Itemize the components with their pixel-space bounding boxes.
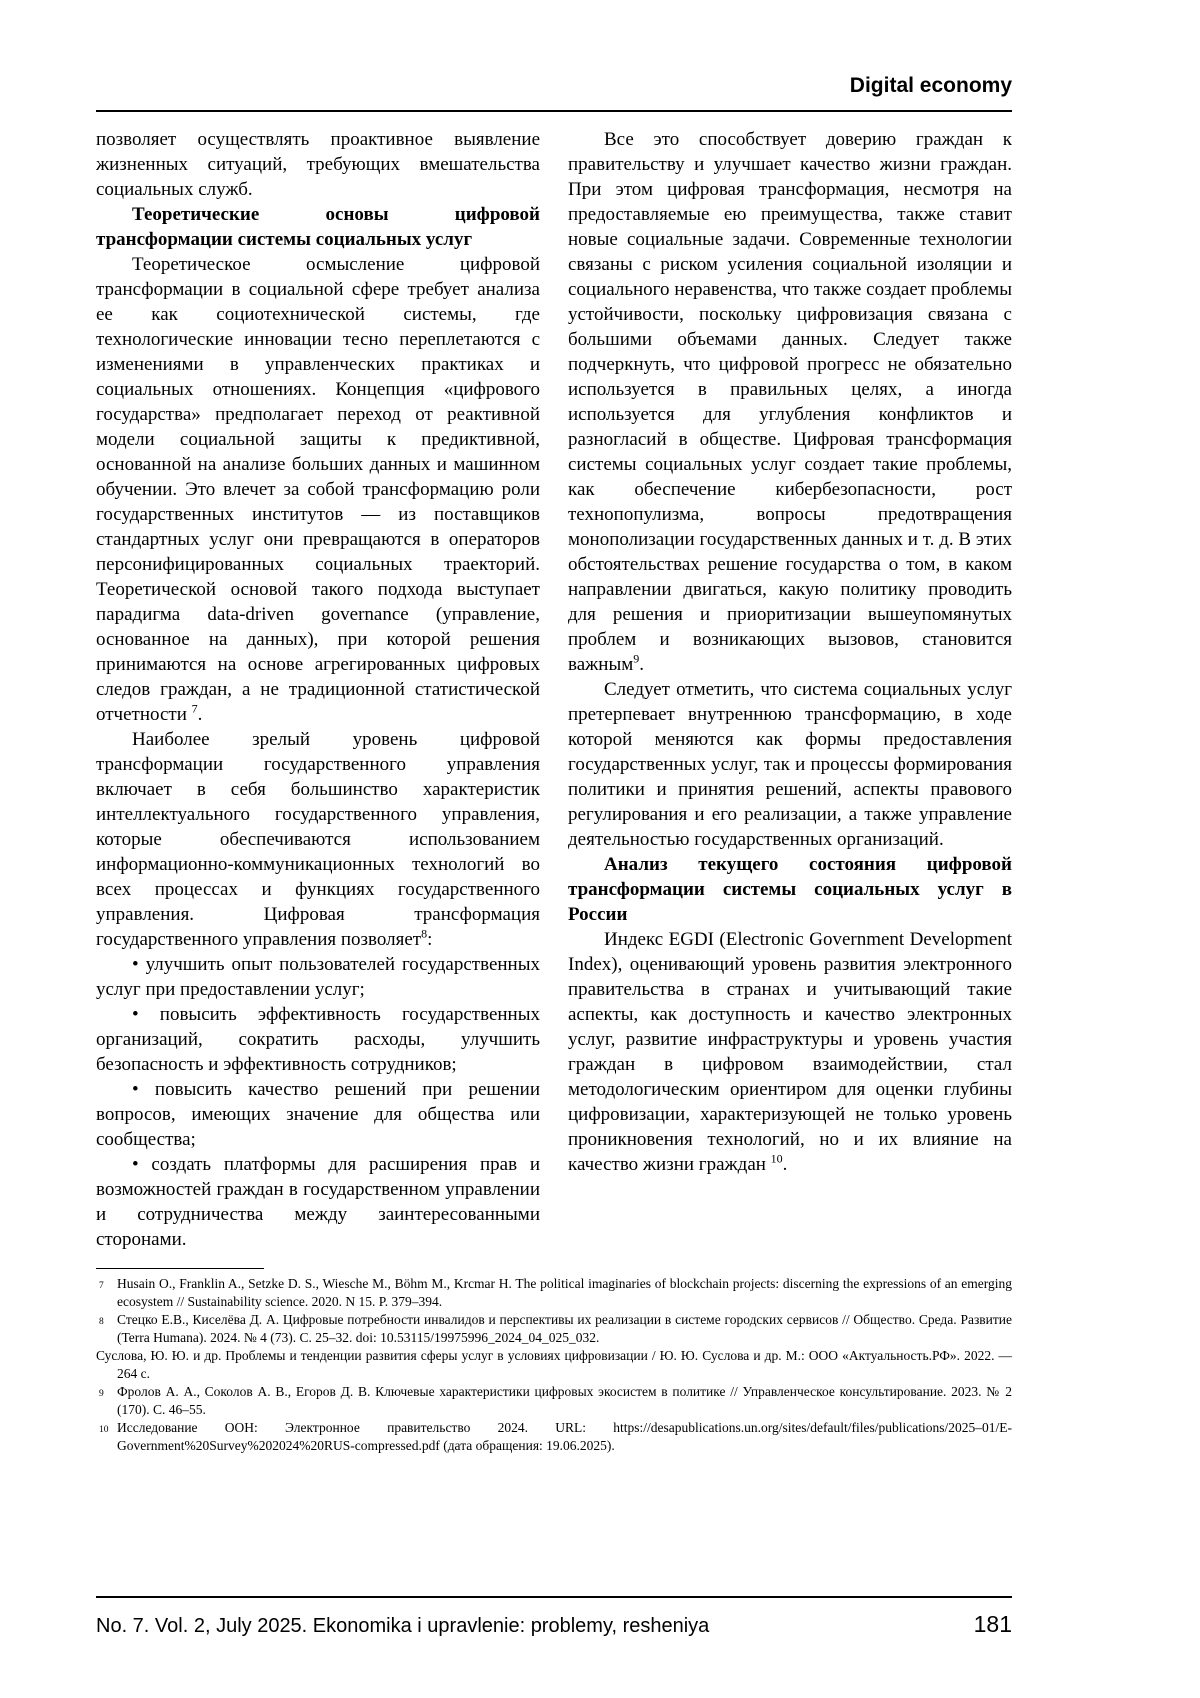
page-footer (96, 1596, 1012, 1638)
right-column (568, 127, 1012, 1252)
paragraph-text: Наиболее зрелый уровень цифровой трансформации государственного управления включает в себя большинство характеристик интеллектуального государственного управления, которые обеспечиваются использованием информационно-коммуникационных технологий во всех процессах и функциях государственного управления. Цифровая трансформация государственного управления позволяет (96, 729, 540, 950)
paragraph-continuation: позволяет осуществлять проактивное выявление жизненных ситуаций, требующих вмешательства социальных служб. (96, 129, 540, 200)
footnote-number: 9 (99, 1389, 104, 1399)
footnote (96, 1275, 1012, 1311)
section-heading-theory: Теоретические основы цифровой трансформации системы социальных услуг (96, 204, 540, 250)
footnote (96, 1383, 1012, 1419)
footnote-marker-7: 7 (191, 701, 198, 716)
footnote-text: Фролов А. А., Соколов А. В., Егоров Д. В. Ключевые характеристики цифровых экосистем в политике // Управленческое консультирование. 2023. № 2 (170). С. 46–55. (117, 1384, 1012, 1417)
footnote-number: 8 (99, 1317, 104, 1327)
footnote-text: Husain O., Franklin A., Setzke D. S., Wiesche M., Böhm M., Krcmar H. The political imaginaries of blockchain projects: discerning the expressions of an emerging ecosystem // Sustainability science. 2020. N 15. P. 379–394. (117, 1276, 1012, 1309)
bullet-item: • улучшить опыт пользователей государственных услуг при предоставлении услуг; (96, 954, 540, 1000)
paragraph (96, 727, 540, 952)
footnote-text: Суслова, Ю. Ю. и др. Проблемы и тенденции развития сферы услуг в условиях цифровизации / Ю. Ю. Суслова и др. М.: ООО «Актуальность.РФ». 2022. — 264 с. (96, 1348, 1012, 1381)
article-body (96, 127, 1012, 1252)
footnote (96, 1347, 1012, 1383)
footer-row (96, 1611, 1012, 1638)
left-column (96, 127, 540, 1252)
footnote-number: 10 (99, 1425, 109, 1435)
paragraph-tail: . (639, 654, 644, 675)
footnote-number: 7 (99, 1281, 104, 1291)
paragraph: Следует отметить, что система социальных услуг претерпевает внутреннюю трансформацию, в ходе которой меняются как формы предоставления государственных услуг, так и процессы формирования политики и принятия решений, аспекты правового регулирования и его реализации, а также управление деятельностью государственных организаций. (568, 679, 1012, 850)
running-head (96, 74, 1012, 98)
footnote (96, 1311, 1012, 1347)
footnote-separator (96, 1268, 264, 1269)
paragraph-tail: . (782, 1154, 788, 1175)
paragraph (96, 252, 540, 727)
footnote (96, 1419, 1012, 1455)
running-head-title: Digital economy (849, 74, 1012, 97)
footer-rule (96, 1596, 1012, 1598)
bullet-item: • повысить качество решений при решении вопросов, имеющих значение для общества или сообщества; (96, 1079, 540, 1150)
paragraph-tail: : (427, 929, 433, 950)
paragraph (568, 927, 1012, 1177)
paragraph-text: Индекс EGDI (Electronic Government Development Index), оценивающий уровень развития электронного правительства в странах и учитывающий такие аспекты, как доступность и качество электронных услуг, развитие инфраструктуры и уровень участия граждан в цифровом взаимодействии, стал методологическим ориентиром для оценки глубины цифровизации, характеризующей не только уровень проникновения технологий, но и их влияние на качество жизни граждан (568, 929, 1012, 1175)
header-rule (96, 110, 1012, 112)
bullet-item: • создать платформы для расширения прав и возможностей граждан в государственном управлении и сотрудничества между заинтересованными сторонами. (96, 1154, 540, 1250)
footnote-text: Стецко Е.В., Киселёва Д. А. Цифровые потребности инвалидов и перспективы их реализации в системе городских сервисов // Общество. Среда. Развитие (Terra Humana). 2024. № 4 (73). С. 25–32. doi: 10.53115/19975996_2024_04_025_032. (117, 1312, 1012, 1345)
footnote-marker-8: 8 (421, 926, 428, 941)
footnote-marker-9: 9 (633, 651, 640, 666)
footnotes-section (96, 1268, 1012, 1455)
footnote-text: Исследование ООН: Электронное правительство 2024. URL: https://desapublications.un.org/sites/default/files/publications/2025–01/E-Government%20Survey%202024%20RUS-compressed.pdf (дата обращения: 19.06.2025). (117, 1420, 1012, 1453)
journal-info: No. 7. Vol. 2, July 2025. Ekonomika i upravlenie: problemy, resheniya (96, 1615, 710, 1637)
paragraph-text: Теоретическое осмысление цифровой трансформации в социальной сфере требует анализа ее как социотехнической системы, где технологические инновации тесно переплетаются с изменениями в управленческих практиках и социальных отношениях. Концепция «цифрового государства» предполагает переход от реактивной модели социальной защиты к предиктивной, основанной на анализе больших данных и машинном обучении. Это влечет за собой трансформацию роли государственных институтов — из поставщиков стандартных услуг они превращаются в операторов персонифицированных социальных траекторий. Теоретической основой такого подхода выступает парадигма data-driven governance (управление, основанное на данных), при которой решения принимаются на основе агрегированных цифровых следов граждан, а не традиционной статистической отчетности (96, 254, 540, 725)
paragraph-tail: . (197, 704, 203, 725)
footnote-marker-10: 10 (770, 1151, 783, 1166)
paragraph (568, 127, 1012, 677)
page-number: 181 (973, 1611, 1012, 1637)
section-heading-analysis: Анализ текущего состояния цифровой трансформации системы социальных услуг в России (568, 854, 1012, 925)
bullet-item: • повысить эффективность государственных организаций, сократить расходы, улучшить безопасность и эффективность сотрудников; (96, 1004, 540, 1075)
paragraph-text: Все это способствует доверию граждан к правительству и улучшает качество жизни граждан. При этом цифровая трансформация, несмотря на предоставляемые ею преимущества, также ставит новые социальные задачи. Современные технологии связаны с риском усиления социальной изоляции и социального неравенства, что также создает проблемы устойчивости, поскольку цифровизация связана с большими объемами данных. Следует также подчеркнуть, что цифровой прогресс не обязательно используется в правильных целях, а иногда используется для углубления конфликтов и разногласий в обществе. Цифровая трансформация системы социальных услуг создает такие проблемы, как обеспечение кибербезопасности, рост технопопулизма, вопросы предотвращения монополизации государственных данных и т. д. В этих обстоятельствах решение государства о том, в каком направлении двигаться, какую политику проводить для решения и приоритизации вышеупомянутых проблем и возникающих вызовов, становится важным (568, 129, 1012, 675)
